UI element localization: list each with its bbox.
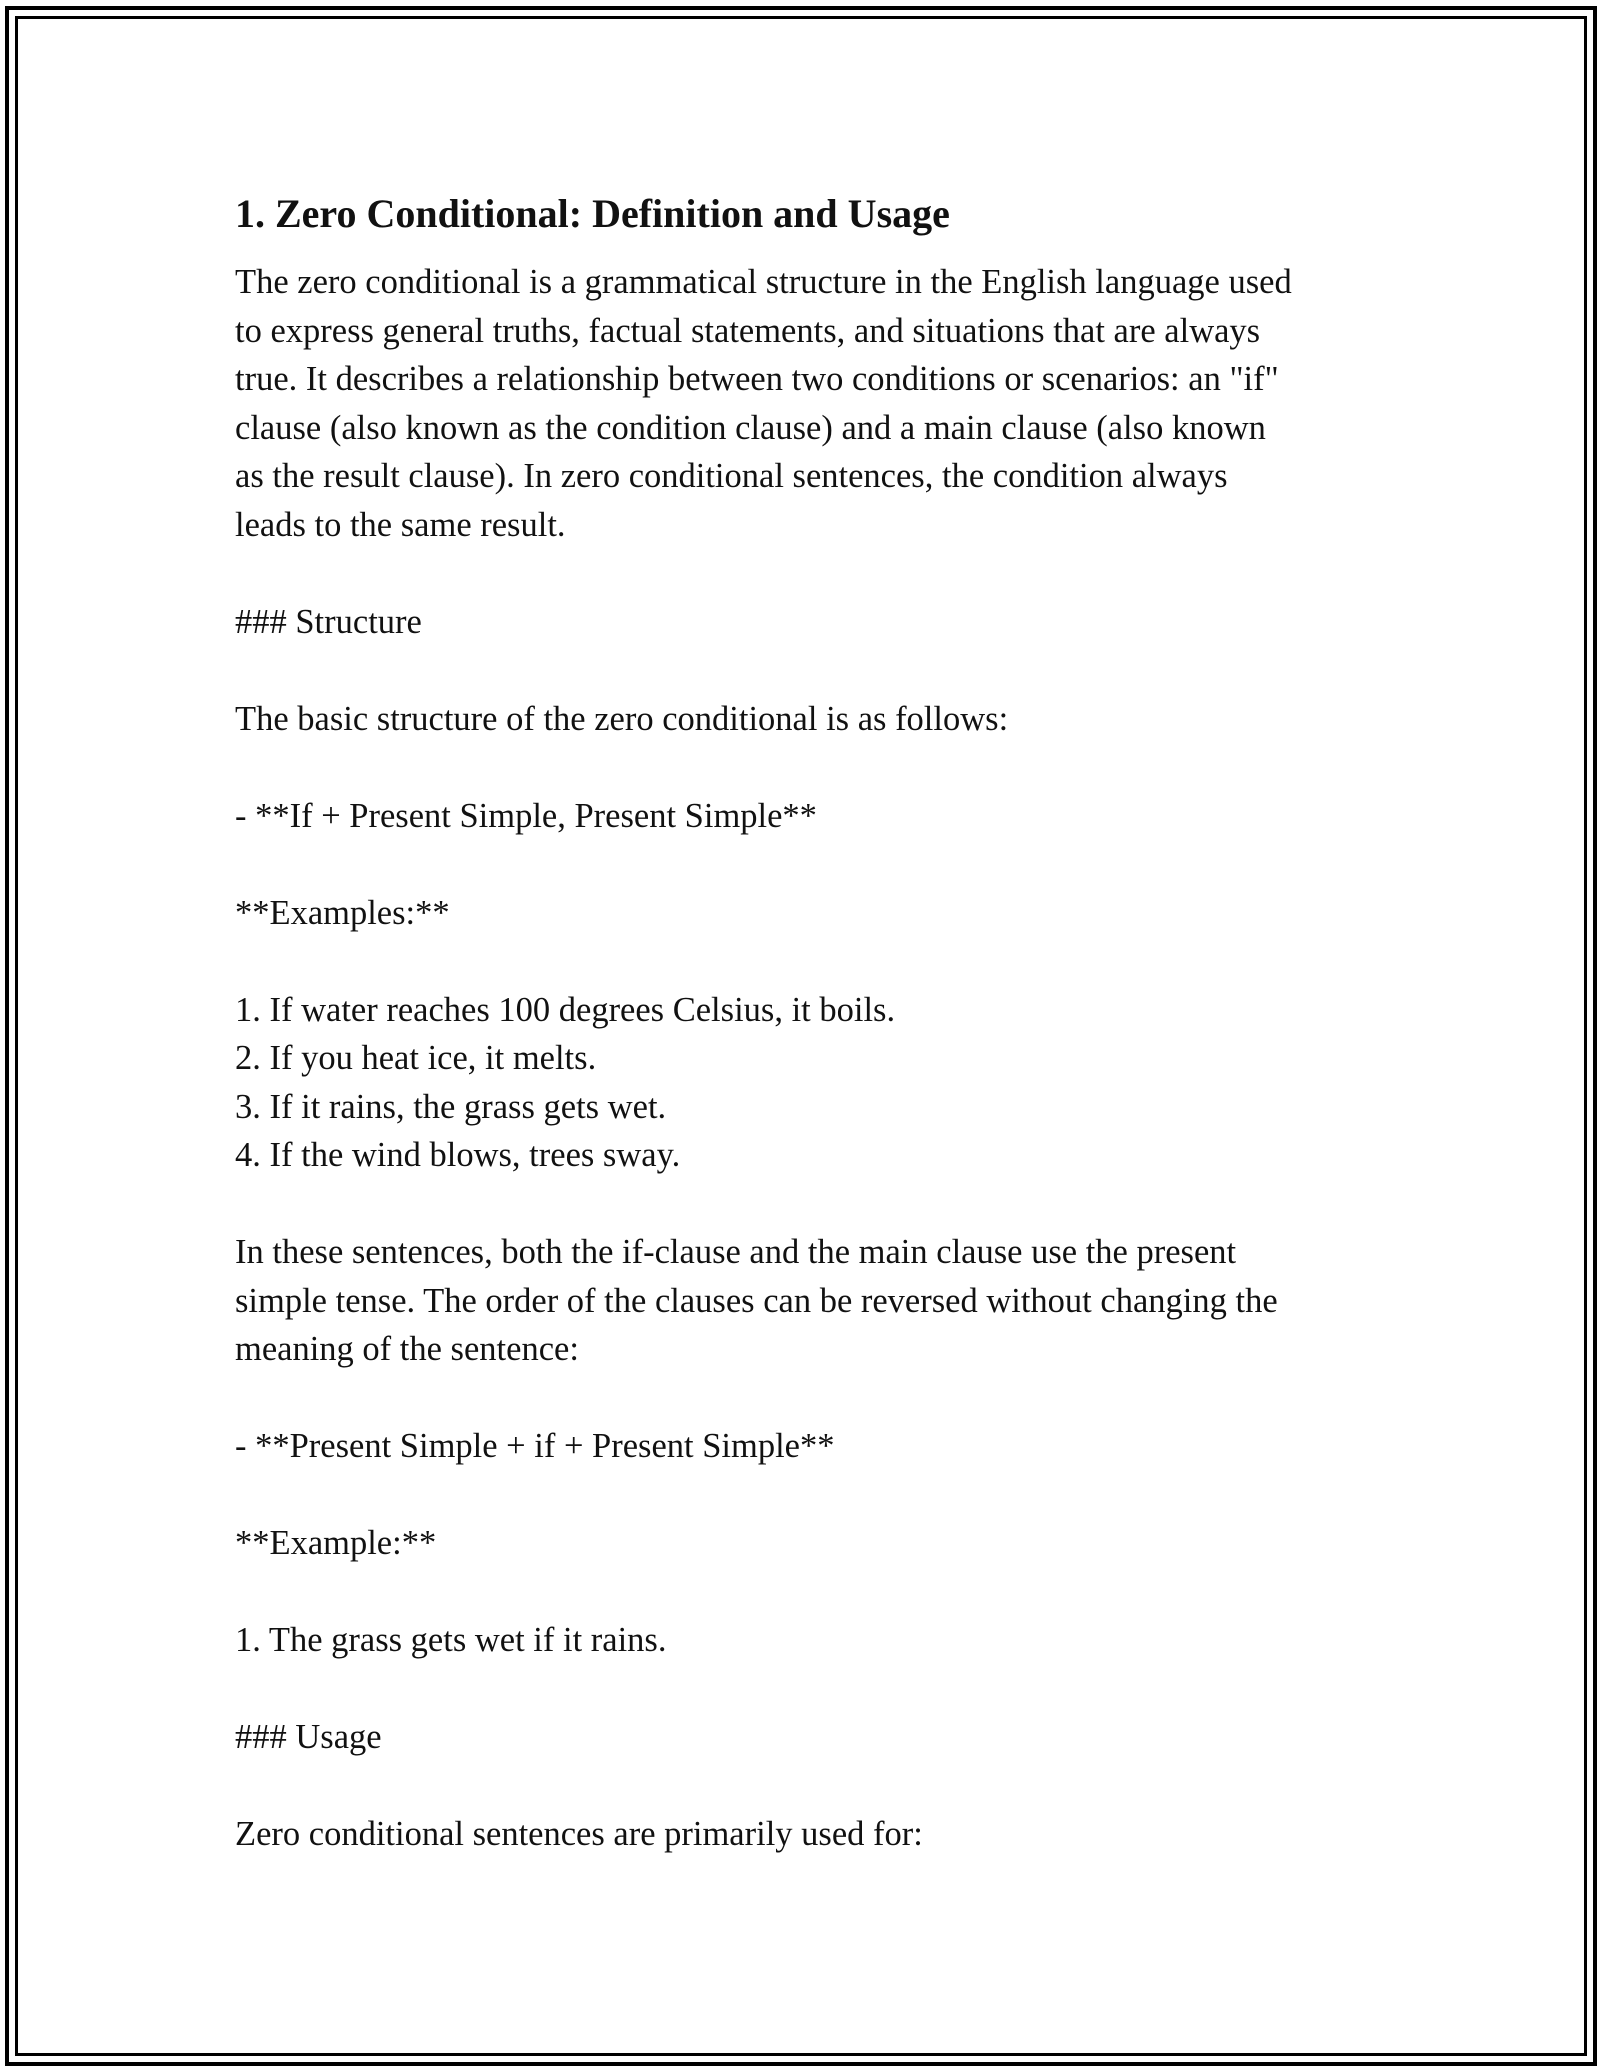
example-item: 3. If it rains, the grass gets wet.: [235, 1087, 667, 1126]
structure-heading: ### Structure: [235, 602, 422, 641]
reversed-formula: - **Present Simple + if + Present Simple**: [235, 1427, 835, 1465]
explanation-line: simple tense. The order of the clauses can be reversed without changing the: [235, 1281, 1278, 1320]
explanation-line: meaning of the sentence:: [235, 1330, 579, 1368]
examples-label: **Examples:**: [235, 893, 450, 932]
example-item: 1. If water reaches 100 degrees Celsius, it boils.: [235, 990, 896, 1029]
intro-line: to express general truths, factual statements, and situations that are always: [235, 311, 1261, 350]
example-label: **Example:**: [235, 1524, 437, 1562]
explanation-line: In these sentences, both the if-clause and the main clause use the present: [235, 1233, 1237, 1271]
structure-intro: The basic structure of the zero conditional is as follows:: [235, 699, 1009, 738]
explanation-paragraph: [235, 1228, 1375, 1374]
intro-line: true. It describes a relationship between two conditions or scenarios: an "if": [235, 360, 1279, 398]
example-item: 4. If the wind blows, trees sway.: [235, 1136, 681, 1174]
examples-list: [235, 986, 1375, 1180]
reversed-example: 1. The grass gets wet if it rains.: [235, 1621, 667, 1659]
example-item: 2. If you heat ice, it melts.: [235, 1039, 597, 1077]
intro-line: leads to the same result.: [235, 505, 566, 544]
structure-formula: - **If + Present Simple, Present Simple**: [235, 796, 817, 835]
intro-line: clause (also known as the condition clause) and a main clause (also known: [235, 408, 1266, 447]
intro-line: The zero conditional is a grammatical structure in the English language used: [235, 263, 1292, 301]
intro-line: as the result clause). In zero conditional sentences, the condition always: [235, 457, 1228, 495]
document-body: [235, 184, 1375, 1859]
usage-heading: ### Usage: [235, 1718, 382, 1756]
intro-paragraph: [235, 258, 1375, 549]
page-title: 1. Zero Conditional: Definition and Usage: [235, 191, 950, 236]
usage-intro: Zero conditional sentences are primarily used for:: [235, 1815, 923, 1853]
